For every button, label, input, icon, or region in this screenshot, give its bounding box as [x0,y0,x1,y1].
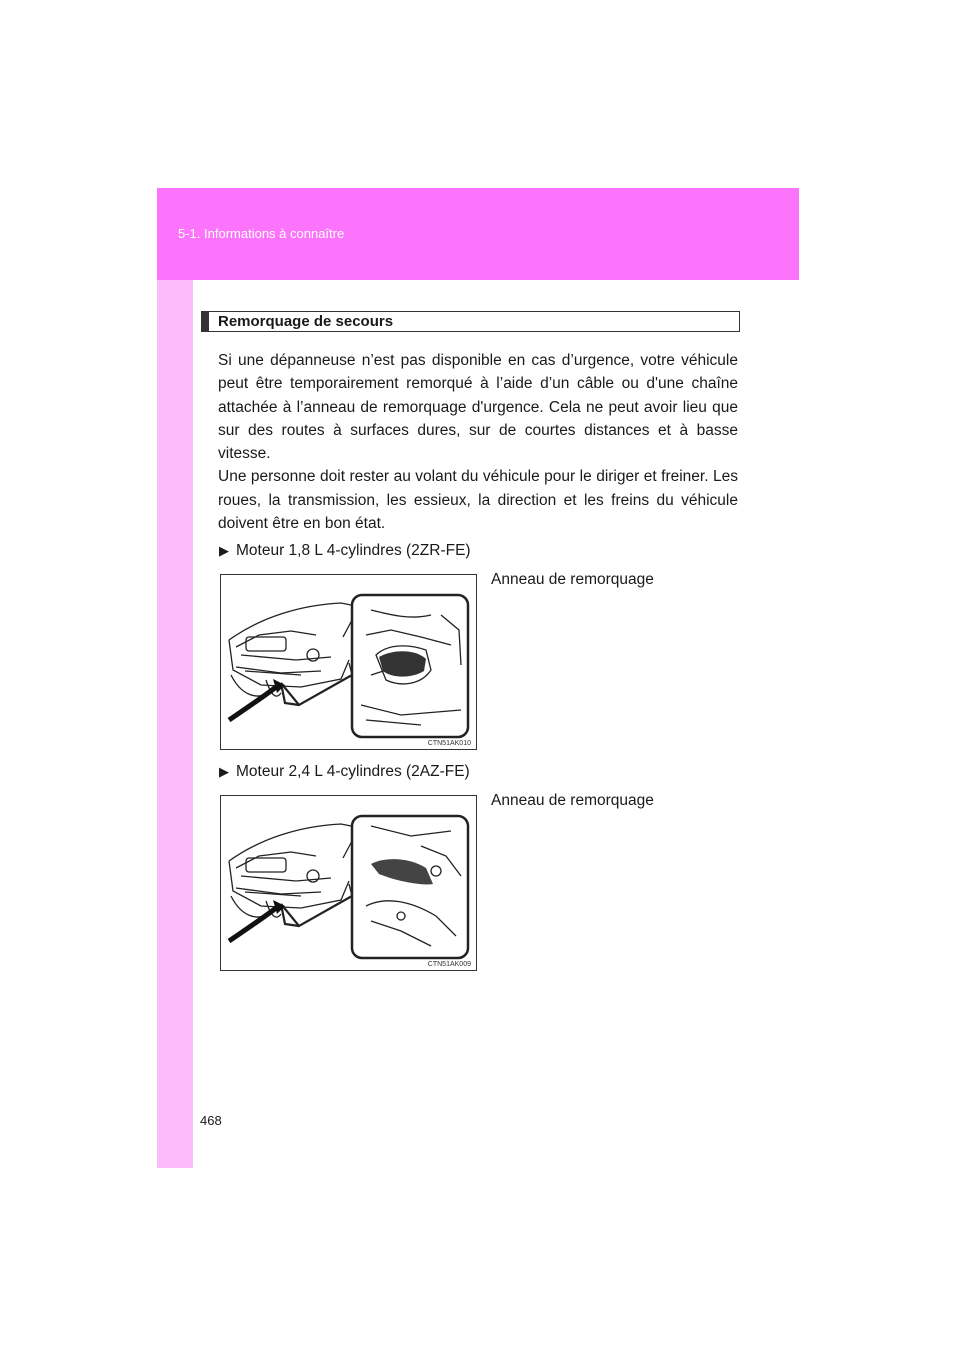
side-color-strip [157,188,193,1168]
variant-heading-2az [219,763,470,781]
figure-towing-eye-2az [220,795,477,971]
section-title-box [201,311,740,332]
triangle-right-icon: ▶ [219,543,229,558]
section-title: Remorquage de secours [218,313,394,330]
figure-towing-eye-2zr [220,574,477,750]
variant-heading-2zr [219,542,471,560]
car-towing-illustration [221,575,476,749]
variant-label: Moteur 2,4 L 4-cylindres (2AZ-FE) [236,763,470,780]
callout-towing-eye: Anneau de remorquage [491,792,654,809]
body-text [218,349,738,535]
paragraph-intro: Si une dépanneuse n’est pas disponible en cas d’urgence, votre véhicule peut être temporairement remorqué à l’aide d’un câble ou d'une chaîne attachée à l’anneau de remorquage d'urgence. Cela ne peut avoir lieu que sur des routes à surfaces dures, sur de courtes distances et à basse vitesse. [218,352,738,463]
figure-code: CTN51AK010 [427,740,471,747]
variant-label: Moteur 1,8 L 4-cylindres (2ZR-FE) [236,542,471,559]
figure-code: CTN51AK009 [427,961,471,968]
callout-towing-eye: Anneau de remorquage [491,571,654,588]
section-reference: 5-1. Informations à connaître [178,226,345,241]
title-marker [202,312,209,331]
car-towing-illustration [221,796,476,970]
triangle-right-icon: ▶ [219,764,229,779]
paragraph-conditions: Une personne doit rester au volant du véhicule pour le diriger et freiner. Les roues, la transmission, les essieux, la direction et les freins du véhicule doivent être en bon état. [218,468,738,533]
page-number: 468 [200,1113,222,1128]
